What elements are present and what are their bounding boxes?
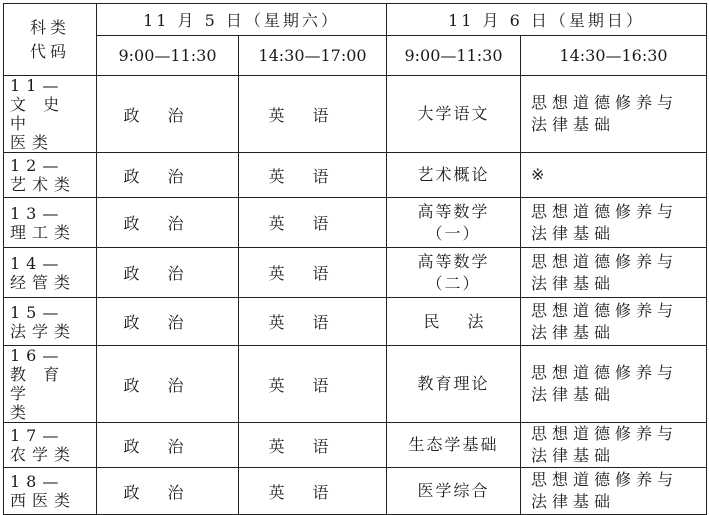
subject-line: 法律基础: [531, 223, 616, 243]
subject-line: 大学语文: [417, 104, 490, 123]
subject-line: 法律基础: [531, 492, 616, 511]
day2-header: 11 月 6 日（星期日）: [387, 4, 707, 36]
subject-line: 艺术概论: [417, 165, 490, 184]
category-code-line: 12—: [10, 156, 65, 175]
subject-line: 思想道德修养与: [531, 363, 679, 382]
subject-line: 思想道德修养与: [531, 251, 679, 271]
subject-cell-day2-afternoon: [521, 198, 707, 248]
subject-line: 思想道德修养与: [531, 424, 679, 443]
subject-cell-politics: 政治: [97, 468, 239, 515]
category-code-line: 经管类: [10, 272, 77, 292]
subject-cell-day2-morning: [387, 423, 521, 468]
subject-cell-english: 英语: [239, 76, 387, 153]
time-slot-3: 9:00—11:30: [387, 36, 521, 76]
category-code-line: 11—: [10, 76, 65, 95]
table-row: [4, 76, 707, 153]
subject-line: （一）: [426, 223, 481, 243]
subject-cell-english: 英语: [239, 298, 387, 346]
subject-cell-english: 英语: [239, 198, 387, 248]
category-code-cell: [4, 153, 97, 198]
subject-line: （二）: [426, 273, 481, 293]
subject-line: 法律基础: [531, 385, 616, 404]
subject-cell-english: 英语: [239, 468, 387, 515]
category-code-line: 13—: [10, 203, 65, 223]
subject-cell-day2-morning: [387, 76, 521, 153]
subject-line: 思想道德修养与: [531, 470, 679, 489]
category-code-line: 18—: [10, 472, 65, 491]
time-slot-2: 14:30—17:00: [239, 36, 387, 76]
category-code-line: 16—: [10, 346, 65, 365]
table-row: [4, 346, 707, 423]
subject-cell-day2-afternoon: [521, 153, 707, 198]
subject-cell-day2-morning: [387, 468, 521, 515]
subject-line: 法律基础: [531, 273, 616, 293]
category-code-line: 法学类: [10, 321, 77, 341]
category-code-line: 15—: [10, 302, 65, 322]
subject-cell-day2-morning: [387, 198, 521, 248]
subject-cell-day2-morning: [387, 248, 521, 298]
category-code-header-line2: 代码: [29, 41, 70, 61]
subject-line: 医学综合: [417, 481, 490, 500]
category-code-line: 理工类: [10, 222, 77, 242]
subject-cell-english: 英语: [239, 153, 387, 198]
category-code-header-line1: 科类: [29, 17, 70, 37]
table-row: [4, 248, 707, 298]
category-code-cell: [4, 298, 97, 346]
subject-cell-politics: 政治: [97, 298, 239, 346]
category-code-line: 14—: [10, 253, 65, 273]
category-code-line: 农学类: [10, 445, 77, 464]
time-slot-4: 14:30—16:30: [521, 36, 707, 76]
subject-cell-politics: 政治: [97, 346, 239, 423]
category-code-cell: [4, 248, 97, 298]
category-code-line: 17—: [10, 426, 65, 445]
category-code-line: 医类: [10, 133, 55, 152]
subject-cell-politics: 政治: [97, 423, 239, 468]
table-row: [4, 153, 707, 198]
subject-cell-day2-afternoon: [521, 468, 707, 515]
subject-line: ※: [531, 165, 550, 184]
category-code-line: 类: [10, 403, 33, 422]
subject-cell-day2-afternoon: [521, 423, 707, 468]
subject-cell-politics: 政治: [97, 198, 239, 248]
subject-line: 高等数学: [417, 201, 490, 221]
subject-cell-english: 英语: [239, 346, 387, 423]
subject-cell-english: 英语: [239, 248, 387, 298]
subject-cell-day2-afternoon: [521, 298, 707, 346]
subject-line: 生态学基础: [408, 435, 499, 454]
category-code-cell: [4, 346, 97, 423]
subject-line: 教育理论: [417, 374, 490, 393]
time-slot-1: 9:00—11:30: [97, 36, 239, 76]
table-row: [4, 468, 707, 515]
subject-line: 思想道德修养与: [531, 201, 679, 221]
subject-line: 法律基础: [531, 115, 616, 134]
category-code-cell: [4, 76, 97, 153]
schedule-body: [4, 76, 707, 515]
subject-cell-day2-morning: [387, 153, 521, 198]
subject-cell-politics: 政治: [97, 248, 239, 298]
subject-cell-day2-morning: [387, 346, 521, 423]
exam-schedule-table: [3, 3, 707, 515]
subject-line: 思想道德修养与: [531, 300, 679, 320]
category-code-header: [4, 4, 97, 76]
subject-cell-politics: 政治: [97, 153, 239, 198]
table-row: [4, 423, 707, 468]
category-code-line: 教 育 学: [10, 365, 66, 403]
category-code-line: 艺术类: [10, 175, 77, 194]
day1-header: 11 月 5 日（星期六）: [97, 4, 387, 36]
category-code-cell: [4, 468, 97, 515]
subject-line: 高等数学: [417, 251, 490, 271]
category-code-cell: [4, 198, 97, 248]
subject-cell-day2-morning: [387, 298, 521, 346]
table-row: [4, 198, 707, 248]
subject-line: 民法: [423, 311, 512, 331]
header-row-days: [4, 4, 707, 36]
category-code-line: 西医类: [10, 491, 77, 510]
subject-line: 法律基础: [531, 322, 616, 342]
subject-cell-day2-afternoon: [521, 248, 707, 298]
subject-cell-day2-afternoon: [521, 76, 707, 153]
subject-line: 思想道德修养与: [531, 93, 679, 112]
subject-cell-politics: 政治: [97, 76, 239, 153]
table-row: [4, 298, 707, 346]
subject-cell-english: 英语: [239, 423, 387, 468]
header-row-times: [4, 36, 707, 76]
subject-line: 法律基础: [531, 446, 616, 465]
category-code-cell: [4, 423, 97, 468]
subject-cell-day2-afternoon: [521, 346, 707, 423]
category-code-line: 文 史 中: [10, 95, 66, 133]
